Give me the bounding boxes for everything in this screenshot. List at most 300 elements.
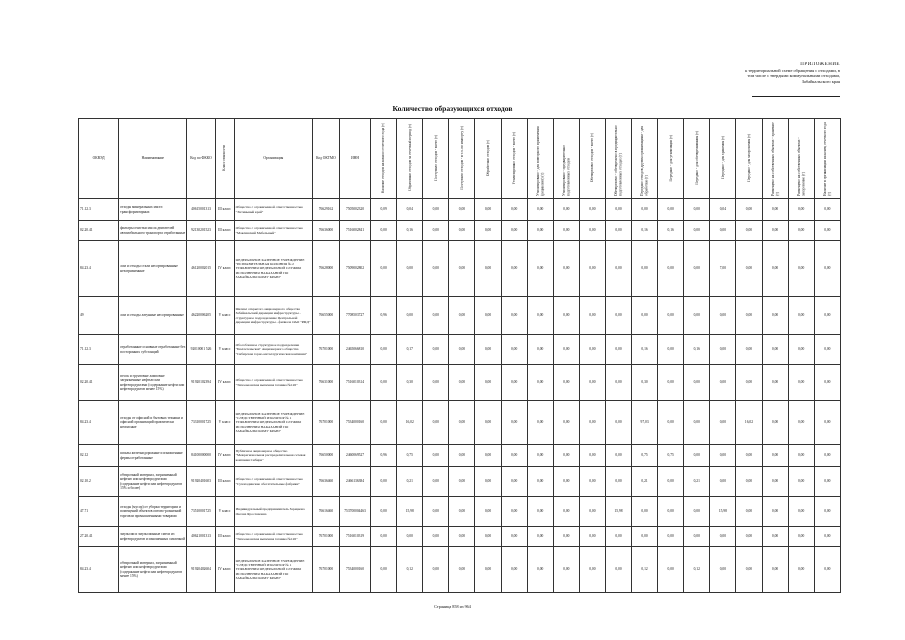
cell-value: 0,12 [684,547,710,593]
cell-value: 0,00 [658,365,684,401]
cell-value: 0,00 [658,335,684,365]
column-header-label: Утилизировано - предварительно подготовленных отходов [562,144,571,196]
cell-value: 0,00 [710,401,736,445]
appendix-line: том числе с твердыми коммунальными отходами, [747,73,840,79]
cell-value: 0,75 [658,445,684,467]
table-row [79,365,841,401]
cell-value: 0,00 [736,365,762,401]
cell-value: 0,00 [788,547,814,593]
cell-value: 0,00 [579,401,605,445]
cell-class: IV класс [215,445,234,467]
column-header-label: Поступило отходов - всего (т) [433,135,438,181]
cell-value: 0,09 [371,199,397,221]
cell-oktmo: 76631000 [312,365,339,401]
cell-oktmo: 76636000 [312,221,339,241]
cell-okved: 84.23.4 [79,547,119,593]
cell-value: 0,00 [710,467,736,497]
cell-value: 0,75 [632,445,658,467]
column-header-label: Передано отходов другим организациям - для обработки (т) [640,125,649,196]
cell-inn: 2460069527 [339,445,370,467]
cell-value: 0,00 [605,467,631,497]
cell-value: 0,00 [788,335,814,365]
cell-value: 0,00 [788,221,814,241]
cell-value: 0,16 [658,221,684,241]
column-header [684,119,710,199]
cell-oktmo: 76628000 [312,241,339,297]
cell-inn: 7509002802 [339,241,370,297]
cell-value: 0,00 [684,221,710,241]
cell-org: Индивидуальный предприниматель Зарецкова Оксана Ярославовна [234,497,312,527]
cell-value: 0,00 [684,365,710,401]
cell-value: 0,16 [632,335,658,365]
cell-value: 0,00 [449,241,475,297]
column-header-label: Наличие в организации на конец отчетного года (т) [823,122,832,196]
column-header [710,119,736,199]
table-row [79,199,841,221]
cell-value: 0,00 [762,297,788,335]
table-row [79,445,841,467]
cell-value: 0,00 [736,445,762,467]
cell-value: 0,00 [449,297,475,335]
cell-value: 0,00 [449,365,475,401]
cell-value: 0,00 [632,527,658,547]
cell-value: 0,00 [788,241,814,297]
cell-okved: 02.20.41 [79,365,119,401]
cell-value: 0,00 [658,199,684,221]
cell-value: 0,21 [632,467,658,497]
cell-value: 0,00 [553,335,579,365]
cell-value: 15,98 [605,497,631,527]
cell-value: 0,00 [527,527,553,547]
cell-inn: 7505002320 [339,199,370,221]
column-header [658,119,684,199]
cell-oktmo: 76701000 [312,401,339,445]
cell-value: 0,00 [475,401,501,445]
cell-value: 0,00 [605,547,631,593]
cell-value: 0,00 [814,241,840,297]
cell-name: фильтры очистки масла двигателей автомобильного транспорта отработанные [119,221,187,241]
cell-value: 0,00 [501,335,527,365]
cell-org: ФЕДЕРАЛЬНОЕ КАЗЕННОЕ УЧРЕЖДЕНИЕ "СЛЕДСТВЕННЫЙ ИЗОЛЯТОР № 1 УПРАВЛЕНИЯ ФЕДЕРАЛЬНОЙ СЛУЖБЫ ИСПОЛНЕНИЯ НАКАЗАНИЙ ПО ЗАБАЙКАЛЬСКОМУ КРАЮ" [234,401,312,445]
cell-value: 0,00 [710,547,736,593]
cell-value: 0,00 [449,527,475,547]
cell-value: 0,00 [736,221,762,241]
column-header [527,119,553,199]
column-header [423,119,449,199]
cell-value: 0,00 [501,297,527,335]
column-header [449,119,475,199]
waste-table-container [78,118,841,593]
appendix-underline [752,96,840,97]
cell-fkko: 92010001 526 [187,335,215,365]
cell-value: 0,00 [762,527,788,547]
column-header-label: Утилизировано - для повторного применения (рециклинг) (т) [535,126,545,196]
cell-value: 0,00 [736,199,762,221]
cell-value: 0,00 [814,547,840,593]
cell-value: 0,00 [579,547,605,593]
cell-value: 15,98 [397,497,423,527]
cell-value: 0,00 [710,445,736,467]
table-row [79,401,841,445]
cell-value: 0,00 [449,401,475,445]
cell-value: 0,00 [371,497,397,527]
column-header-label: Образовано отходов за отчетный период (т) [407,124,412,192]
cell-fkko: 73510001725 [187,497,215,527]
cell-okved: 27.20.41 [79,527,119,547]
cell-value: 0,00 [475,199,501,221]
cell-class: V класс [215,335,234,365]
cell-org: ФЕДЕРАЛЬНОЕ КАЗЕННОЕ УЧРЕЖДЕНИЕ "ИСПРАВИТЕЛЬНАЯ КОЛОНИЯ № 2 УПРАВЛЕНИЯ ФЕДЕРАЛЬНОЙ СЛУЖБЫ ИСПОЛНЕНИЯ НАКАЗАНИЙ ПО ЗАБАЙКАЛЬСКОМУ КРАЮ" [234,241,312,297]
cell-name: лом и отходы стали несортированные незагрязненные [119,241,187,297]
column-header [788,119,814,199]
cell-class: III класс [215,199,234,221]
table-row [79,241,841,297]
appendix-line: к территориальной схеме обращения с отходами, в [745,67,840,73]
cell-value: 0,00 [527,221,553,241]
cell-fkko: 46120002015 [187,241,215,297]
cell-value: 0,00 [501,497,527,527]
cell-value: 0,00 [423,335,449,365]
cell-value: 0,04 [397,199,423,221]
cell-value: 0,00 [527,467,553,497]
cell-value: 16,02 [736,401,762,445]
cell-name: отходы минеральных масел трансформаторных [119,199,187,221]
cell-value: 0,00 [371,527,397,547]
table-row [79,335,841,365]
cell-name: шпалы железнодорожные и изношенные фермы отработанные [119,445,187,467]
column-header [553,119,579,199]
cell-value: 0,00 [658,527,684,547]
cell-class: III класс [215,467,234,497]
cell-value: 0,00 [475,527,501,547]
cell-value: 0,00 [814,467,840,497]
cell-name: лом и отходы латунные несортированные [119,297,187,335]
cell-fkko: 91920401603 [187,467,215,497]
cell-value: 0,00 [475,221,501,241]
cell-value: 0,00 [579,527,605,547]
cell-value: 0,00 [527,199,553,221]
column-header [501,119,527,199]
column-header [632,119,658,199]
cell-oktmo: 76701000 [312,547,339,593]
cell-value: 0,00 [475,547,501,593]
cell-value: 0,00 [814,445,840,467]
cell-value: 0,00 [788,445,814,467]
cell-value: 0,00 [632,297,658,335]
cell-value: 0,00 [423,221,449,241]
cell-value: 0,00 [553,297,579,335]
cell-value: 0,00 [684,497,710,527]
cell-value: 0,00 [658,297,684,335]
cell-value: 0,00 [762,497,788,527]
table-row [79,467,841,497]
cell-value: 0,00 [397,297,423,335]
cell-value: 0,00 [423,365,449,401]
cell-value: 0,00 [579,445,605,467]
cell-inn: 7516010314 [339,365,370,401]
cell-class: V класс [215,297,234,335]
cell-value: 0,00 [788,497,814,527]
column-header-label: Обезврежено - обезврежено в предварительно подготовленных отходах (т) [614,125,623,196]
cell-value: 0,00 [814,221,840,241]
column-header: Код ОКТМО [312,119,339,199]
document-title: Количество образующихся отходов [392,104,513,113]
cell-value: 0,12 [397,547,423,593]
cell-value: 0,30 [397,365,423,401]
column-header-label: Передано - для обезвреживания (т) [694,131,699,185]
cell-org: ФЕДЕРАЛЬНОЕ КАЗЕННОЕ УЧРЕЖДЕНИЕ "СЛЕДСТВЕННЫЙ ИЗОЛЯТОР № 1 УПРАВЛЕНИЯ ФЕДЕРАЛЬНОЙ СЛУЖБЫ ИСПОЛНЕНИЯ НАКАЗАНИЙ ПО ЗАБАЙКАЛЬСКОМУ КРАЮ" [234,547,312,593]
cell-okved: 47.71 [79,497,119,527]
cell-okved: 84.23.4 [79,241,119,297]
cell-value: 0,00 [579,297,605,335]
cell-value: 0,00 [553,401,579,445]
cell-value: 0,00 [501,241,527,297]
cell-value: 0,00 [605,221,631,241]
cell-value: 0,00 [762,199,788,221]
table-body [79,199,841,593]
cell-class: IV класс [215,365,234,401]
column-header: Организация [234,119,312,199]
cell-value: 0,00 [736,335,762,365]
cell-value: 0,00 [397,241,423,297]
cell-value: 0,16 [632,221,658,241]
table-row [79,297,841,335]
cell-fkko: 40621001313 [187,527,215,547]
column-header-label: Обезврежено отходов - всего (т) [590,133,595,183]
cell-value: 0,00 [710,365,736,401]
cell-value: 0,75 [397,445,423,467]
cell-inn: 7534000160 [339,401,370,445]
cell-value: 0,00 [423,401,449,445]
cell-value: 0,00 [397,527,423,547]
cell-value: 0,00 [736,547,762,593]
cell-org: Общество с ограниченной ответственностью "Энтиньный край" [234,199,312,221]
cell-class: IV класс [215,241,234,297]
table-row [79,497,841,527]
cell-value: 0,00 [814,365,840,401]
cell-value: 0,00 [553,365,579,401]
cell-org: Публичное акционерное общество "Межрегиональная распределительная сетевая компания Сибири" [234,445,312,467]
cell-inn: 7708503727 [339,297,370,335]
cell-value: 0,00 [501,365,527,401]
cell-value: 0,00 [658,467,684,497]
column-header [605,119,631,199]
cell-value: 0,16 [684,335,710,365]
cell-value: 0,00 [762,335,788,365]
cell-value: 0,00 [788,199,814,221]
cell-value: 0,21 [397,467,423,497]
cell-value: 0,16 [397,221,423,241]
cell-value: 0,00 [658,241,684,297]
cell-value: 0,00 [449,445,475,467]
cell-value: 0,04 [710,199,736,221]
cell-value: 0,00 [423,547,449,593]
cell-inn: 7516010319 [339,527,370,547]
cell-value: 0,00 [605,445,631,467]
cell-fkko: 91920402604 [187,547,215,593]
table-row [79,527,841,547]
cell-value: 0,00 [684,527,710,547]
cell-fkko: 40615001313 [187,199,215,221]
column-header: Наименование [119,119,187,199]
cell-oktmo: 76655000 [312,297,339,335]
cell-value: 0,00 [579,199,605,221]
cell-value: 0,00 [553,497,579,527]
cell-value: 16,02 [397,401,423,445]
column-header-label: Размещено на собственных объектах - хранение (т) [770,122,780,196]
column-header: Код по ФККО [187,119,215,199]
cell-value: 0,00 [762,241,788,297]
column-header-label: Обработано отходов (т) [485,139,490,176]
cell-value: 0,00 [684,199,710,221]
table-row [79,221,841,241]
cell-value: 0,00 [736,497,762,527]
waste-table [78,118,841,593]
cell-value: 0,00 [527,297,553,335]
cell-value: 0,00 [605,241,631,297]
column-header [215,119,234,199]
cell-value: 0,00 [762,467,788,497]
cell-value: 0,96 [371,297,397,335]
cell-value: 0,00 [553,547,579,593]
cell-org: Обособленное структурное подразделение "Бюллетеньская" Акционерного общества "Сибирская горно-металлургическая компания" [234,335,312,365]
cell-value: 0,00 [475,445,501,467]
cell-value: 0,00 [814,401,840,445]
cell-value: 0,00 [658,497,684,527]
cell-value: 0,00 [449,335,475,365]
cell-name: обтирочный материал, загрязненный нефтью или нефтепродуктами (содержание нефти или нефтепродуктов 15% и более) [119,467,187,497]
cell-value: 0,00 [710,527,736,547]
cell-okved: 49 [79,297,119,335]
cell-value: 0,00 [553,199,579,221]
cell-value: 0,00 [814,335,840,365]
cell-value: 0,00 [475,241,501,297]
cell-oktmo: 76701000 [312,527,339,547]
cell-value: 0,00 [449,497,475,527]
cell-value: 0,00 [814,527,840,547]
cell-org: Общество с ограниченной ответственностью "Тихоокеанская выпечная техника №126" [234,365,312,401]
cell-value: 0,00 [579,467,605,497]
cell-inn: 7534000160 [339,547,370,593]
cell-name: отходы от офисной и бытовых техники и офисной организаций практически неопасные [119,401,187,445]
cell-value: 0,00 [762,445,788,467]
cell-value: 0,00 [710,335,736,365]
cell-value: 0,00 [527,365,553,401]
column-header-label: Утилизировано отходов - всего (т) [511,131,516,185]
cell-value: 0,00 [684,297,710,335]
cell-value: 0,00 [553,467,579,497]
cell-class: III класс [215,527,234,547]
cell-value: 0,00 [449,199,475,221]
cell-oktmo: 76650000 [312,445,339,467]
cell-value: 0,00 [501,467,527,497]
cell-value: 0,00 [371,365,397,401]
table-header-row [79,119,841,199]
cell-value: 0,00 [605,335,631,365]
cell-value: 0,00 [423,199,449,221]
cell-value: 0,00 [788,467,814,497]
cell-value: 15,98 [710,497,736,527]
cell-okved: 71.12.3 [79,335,119,365]
cell-org: Общество с ограниченной ответственностью "Тихоокеанская выпечная техника №126" [234,527,312,547]
cell-value: 0,00 [605,527,631,547]
cell-name: обтирочный материал, загрязненный нефтью или нефтепродуктами (содержание нефти или нефтепродуктов менее 15%) [119,547,187,593]
cell-value: 0,21 [684,467,710,497]
cell-value: 0,00 [371,401,397,445]
cell-value: 0,00 [423,241,449,297]
cell-value: 0,00 [736,467,762,497]
cell-okved: 02.10.2 [79,467,119,497]
cell-inn: 7516002841 [339,221,370,241]
column-header [371,119,397,199]
cell-okved: 02.20.41 [79,221,119,241]
cell-name: песок и грунтовые ламповые загрязненные нефтью или нефтепродуктами (содержание нефти или нефтепродуктов менее 15%) [119,365,187,401]
cell-value: 0,30 [632,365,658,401]
cell-value: 0,00 [553,221,579,241]
cell-value: 0,00 [553,527,579,547]
column-header-label: Наличие отходов на начало отчетного года (т) [381,122,386,193]
cell-fkko: 92130201523 [187,221,215,241]
cell-name: отходы (мусор) от уборки территории и помещений объектов оптово-розничной торговли промышленными товарами [119,497,187,527]
column-header-label: Размещено на собственных объектах - захоронение (т) [796,137,806,196]
cell-value: 0,00 [788,365,814,401]
cell-value: 0,00 [814,199,840,221]
cell-value: 0,00 [579,365,605,401]
cell-value: 0,00 [553,445,579,467]
cell-name: эмульсии и эмульсионные смеси из нефтепродуктов и изношенных смазочной [119,527,187,547]
cell-okved: 84.23.4 [79,401,119,445]
column-header-label: Передано - для хранения (т) [720,136,725,180]
cell-value: 0,00 [762,221,788,241]
cell-value: 0,00 [527,241,553,297]
cell-value: 0,00 [371,467,397,497]
cell-name: отработанные основные отработанные без посторонних субстанций [119,335,187,365]
cell-inn: 2466136384 [339,467,370,497]
cell-value: 0,00 [527,547,553,593]
cell-value: 0,00 [475,467,501,497]
cell-value: 0,00 [632,199,658,221]
cell-value: 0,00 [501,221,527,241]
cell-inn: 2465066810 [339,335,370,365]
cell-value: 0,00 [788,527,814,547]
cell-value: 0,00 [605,199,631,221]
column-header-label: Передано - для захоронения (т) [746,133,751,182]
cell-value: 0,00 [658,401,684,445]
cell-value: 0,00 [449,221,475,241]
cell-org: Филиал открытого акционерного общества Забайкальский дирекции инфраструктуры - структурное подразделение Центральной дирекции инфраструктуры - филиала ОАО "РЖД" [234,297,312,335]
cell-value: 0,00 [423,445,449,467]
cell-fkko: 91920102394 [187,365,215,401]
column-header [736,119,762,199]
cell-okved: 02.12 [79,445,119,467]
cell-oktmo: 76616460 [312,497,339,527]
table-row [79,547,841,593]
cell-value: 0,00 [736,297,762,335]
cell-value: 0,00 [527,335,553,365]
column-header [814,119,840,199]
cell-org: Общество с ограниченной ответственностью "Сухопадинские обогатительные фабрики" [234,467,312,497]
cell-oktmo: 76629162 [312,199,339,221]
column-header [397,119,423,199]
cell-value: 0,96 [371,445,397,467]
appendix-block [690,62,840,84]
cell-value: 0,00 [371,221,397,241]
cell-value: 0,00 [501,527,527,547]
cell-value: 0,00 [762,401,788,445]
cell-value: 0,00 [788,297,814,335]
column-header: ИНН [339,119,370,199]
cell-value: 0,00 [501,547,527,593]
